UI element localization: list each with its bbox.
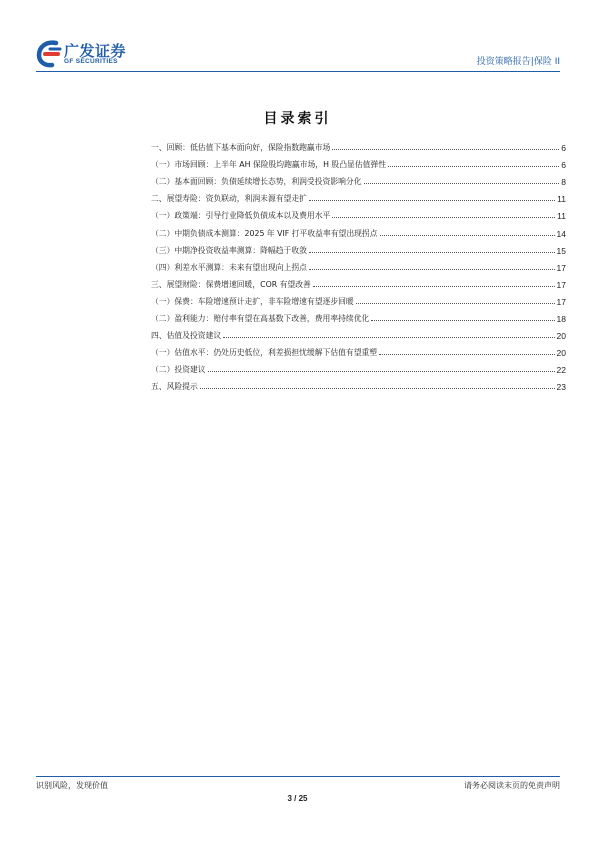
toc-entry-page: 11 (557, 211, 566, 222)
toc-entry-text: 四、估值及投资建议 (151, 331, 222, 341)
toc-leader-dots (223, 337, 554, 338)
toc-entry-text: （二）基本面回顾：负债延续增长态势，利润受投资影响分化 (151, 177, 362, 187)
toc-leader-dots (309, 269, 555, 270)
toc-entry-page: 11 (557, 194, 566, 205)
toc-entry[interactable] (151, 153, 566, 170)
toc-leader-dots (332, 217, 555, 218)
toc-entry-page: 22 (556, 365, 566, 376)
toc-leader-dots (364, 183, 560, 184)
gf-logo-icon (36, 40, 62, 68)
toc-entry[interactable] (151, 358, 566, 375)
toc-leader-dots (388, 166, 559, 167)
toc-entry-text: （三）中期净投资收益率测算：降幅趋于收敛 (151, 245, 307, 255)
toc-entry-text: 三、展望财险：保费增速回暖，COR 有望改善 (151, 279, 311, 289)
toc-entry-page: 18 (556, 314, 566, 325)
toc-entry[interactable] (151, 256, 566, 273)
toc-entry[interactable] (151, 136, 566, 153)
toc-entry-text: （四）利差水平测算：未来有望出现向上拐点 (151, 262, 307, 272)
logo-english-text: GF SECURITIES (64, 58, 118, 65)
toc-leader-dots (356, 303, 555, 304)
toc-entry-text: （二）盈利能力：赔付率有望在高基数下改善，费用率持续优化 (151, 314, 370, 324)
toc-entry-page: 17 (556, 279, 566, 290)
toc-leader-dots (309, 252, 555, 253)
toc-entry[interactable] (151, 273, 566, 290)
toc-entry-text: （一）市场回顾：上半年 AH 保险股均跑赢市场，H 股凸显估值弹性 (151, 160, 387, 170)
toc-entry[interactable] (151, 239, 566, 256)
toc-entry-text: 二、展望寿险：资负联动，利润未源有望走扩 (151, 194, 307, 204)
toc-entry-page: 17 (556, 296, 566, 307)
toc-entry-page: 17 (556, 262, 566, 273)
toc-leader-dots (208, 371, 555, 372)
toc-entry[interactable] (151, 187, 566, 204)
report-type-tag: 投资策略报告|保险 II (476, 57, 560, 67)
table-of-contents (151, 136, 566, 392)
toc-leader-dots (379, 354, 554, 355)
toc-entry[interactable] (151, 170, 566, 187)
toc-entry-page: 20 (556, 331, 566, 342)
toc-leader-dots (380, 235, 555, 236)
toc-entry-page: 14 (556, 228, 566, 239)
toc-entry-text: （一）保费：车险增速预计走扩，非车险增速有望逐步回暖 (151, 296, 354, 306)
logo-chinese-text: 广发证券 (64, 42, 127, 60)
toc-entry-page: 15 (556, 245, 566, 256)
toc-entry[interactable] (151, 341, 566, 358)
gf-securities-logo (36, 40, 136, 70)
footer-divider (36, 776, 560, 777)
toc-entry-text: （二）投资建议 (151, 365, 206, 375)
toc-entry-page: 6 (561, 143, 566, 154)
footer-disclaimer-note: 请务必阅读末页的免责声明 (464, 781, 560, 790)
toc-entry-text: （一）政策端：引导行业降低负债成本以及费用水平 (151, 211, 331, 221)
toc-leader-dots (313, 286, 555, 287)
header-divider (36, 71, 560, 72)
toc-entry-page: 6 (561, 160, 566, 171)
toc-entry-text: 一、回顾：低估值下基本面向好，保险指数跑赢市场 (151, 143, 331, 153)
footer-slogan: 识别风险，发现价值 (36, 781, 108, 790)
toc-entry-page: 8 (561, 177, 566, 188)
toc-entry-text: （二）中期负债成本测算：2025 年 VIF 打平收益率有望出现拐点 (151, 228, 378, 238)
toc-leader-dots (200, 388, 555, 389)
toc-leader-dots (309, 200, 555, 201)
toc-entry-page: 20 (556, 348, 566, 359)
page-header (36, 40, 560, 70)
toc-entry[interactable] (151, 307, 566, 324)
toc-title: 目录索引 (263, 111, 332, 127)
toc-entry-text: （一）估值水平：仍处历史低位，利差损担忧缓解下估值有望重塑 (151, 348, 378, 358)
toc-entry-text: 五、风险提示 (151, 382, 198, 392)
toc-entry[interactable] (151, 324, 566, 341)
toc-entry[interactable] (151, 221, 566, 238)
toc-leader-dots (332, 149, 559, 150)
toc-entry[interactable] (151, 290, 566, 307)
toc-leader-dots (371, 320, 554, 321)
toc-entry-page: 23 (556, 382, 566, 393)
toc-entry[interactable] (151, 204, 566, 221)
page-number: 3 / 25 (287, 794, 308, 803)
toc-entry[interactable] (151, 375, 566, 392)
